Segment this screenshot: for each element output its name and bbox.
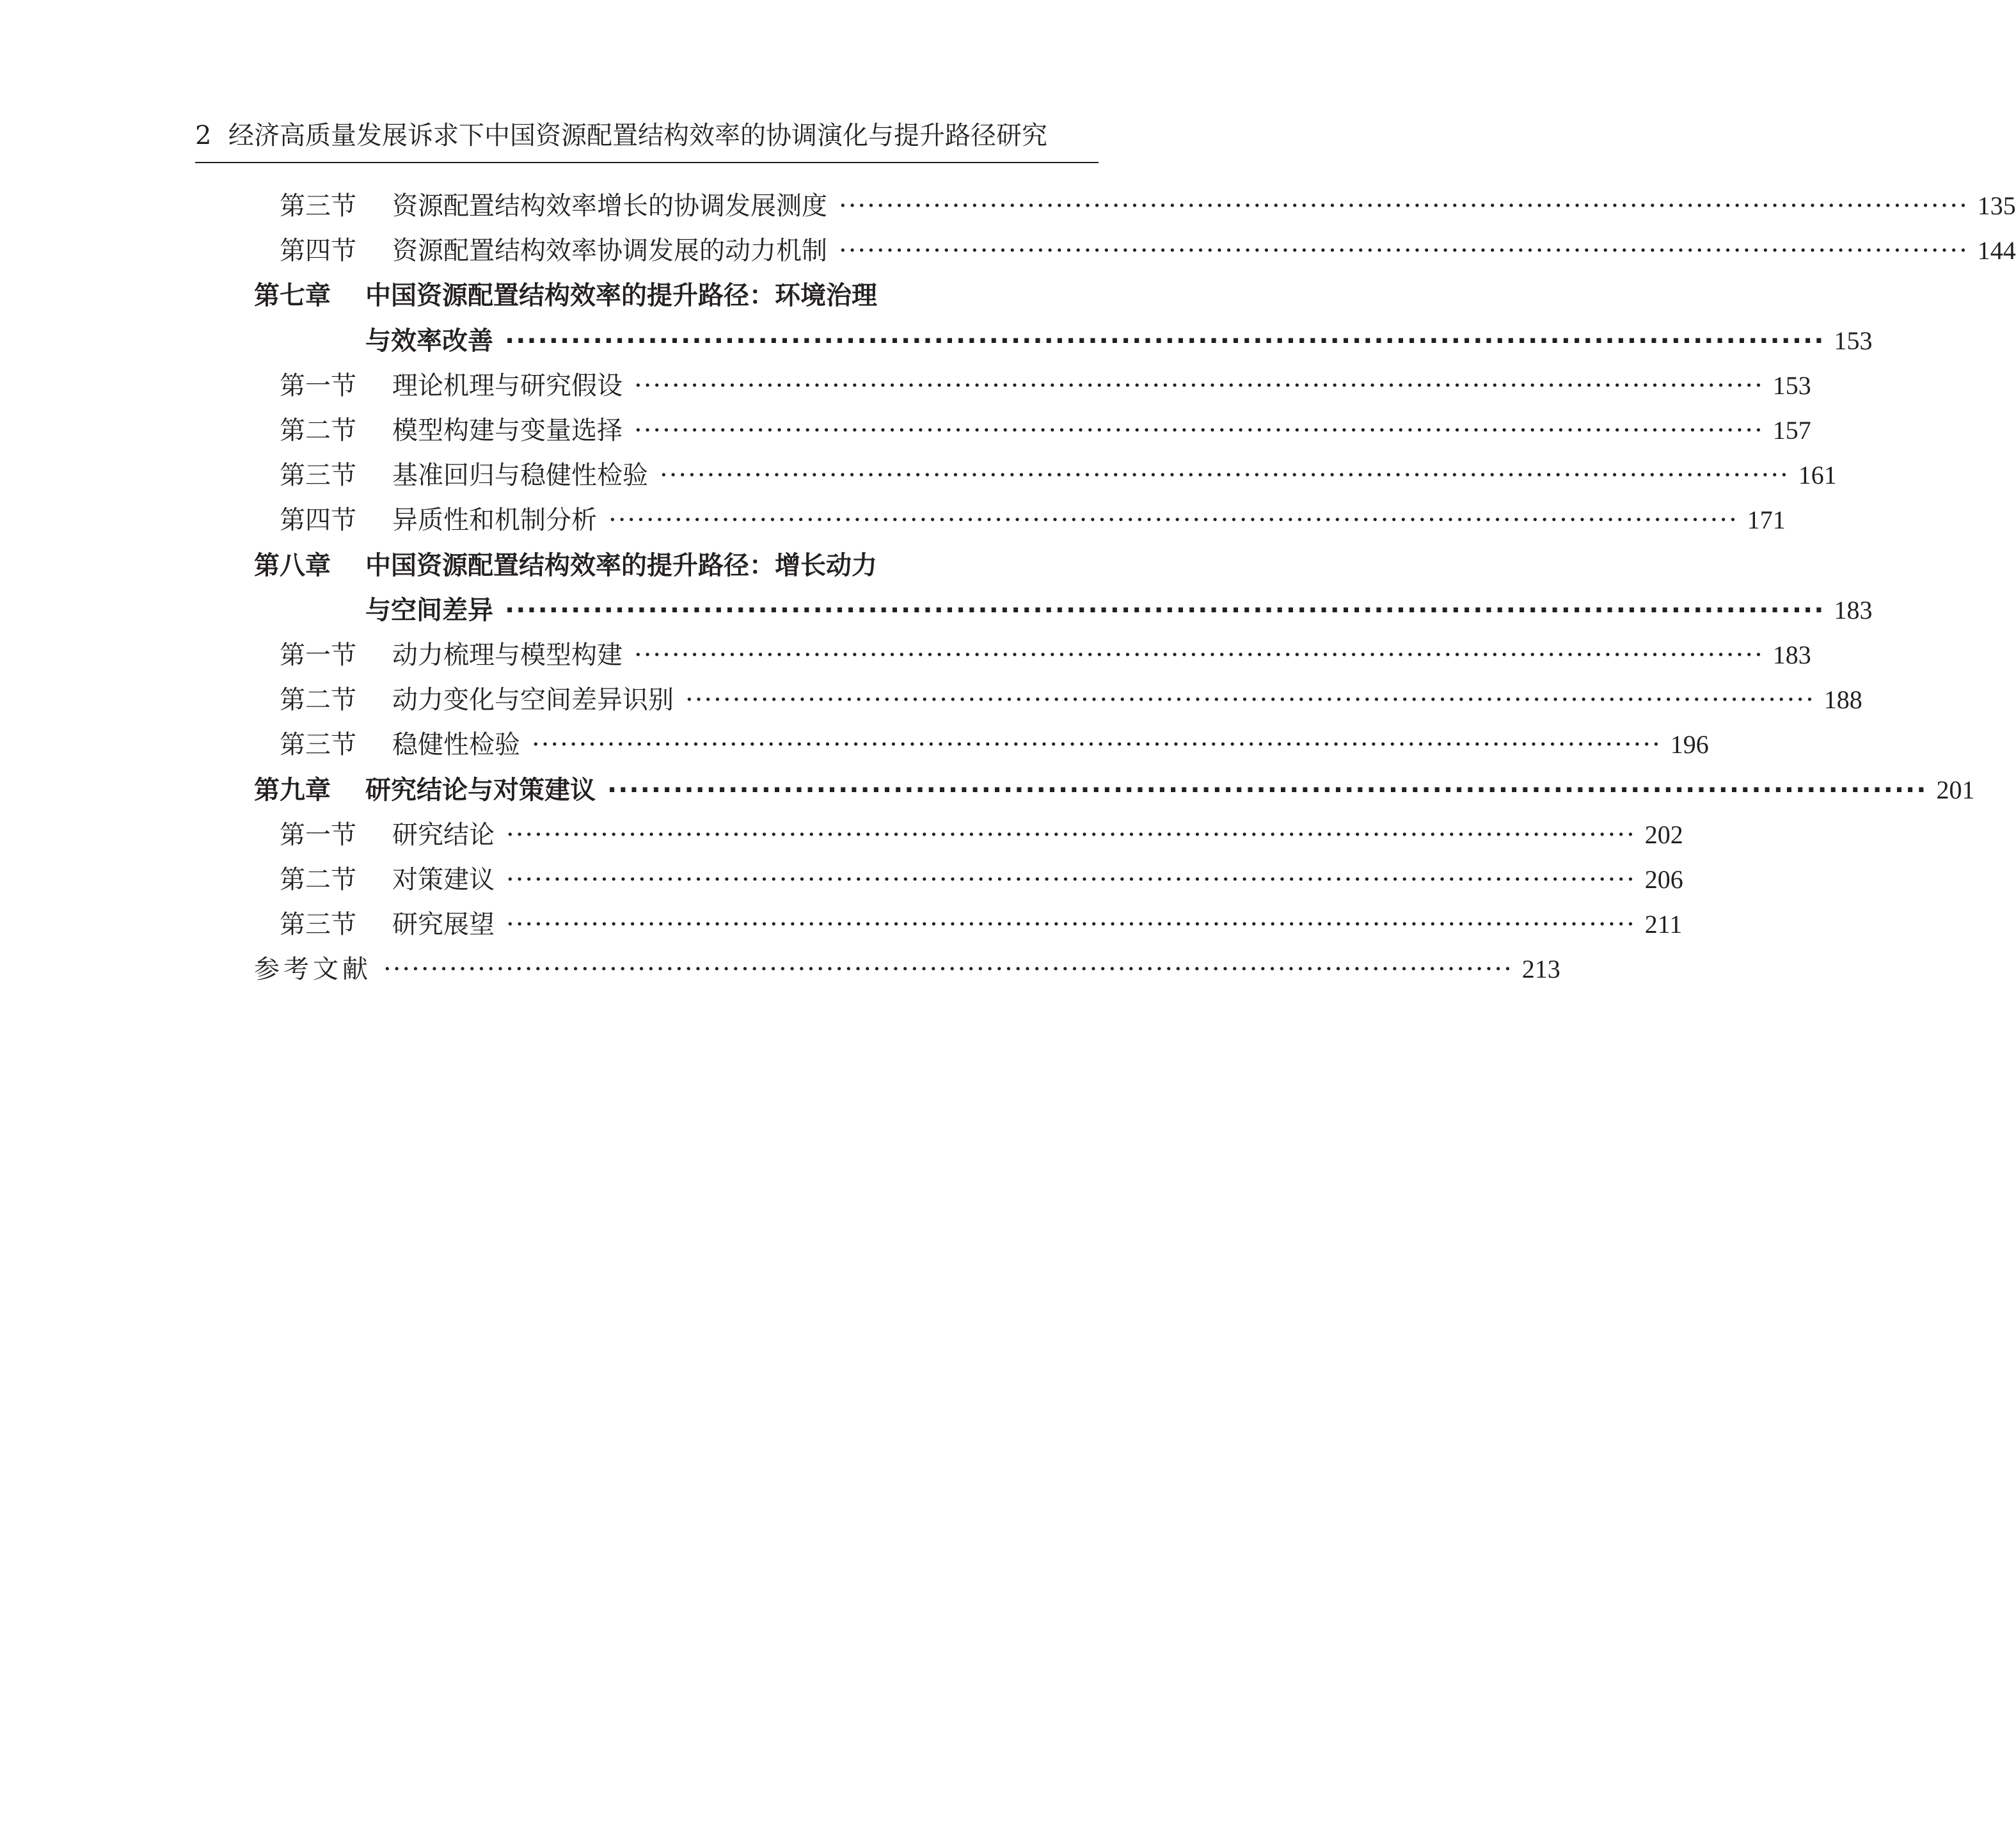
toc-section-label: 第一节	[280, 640, 356, 670]
toc-chapter-label: 第八章	[254, 550, 331, 580]
toc-section-label: 第一节	[280, 370, 356, 401]
toc-page-number: 188	[1823, 685, 1862, 715]
leader-dots: ························································································································	[532, 730, 1662, 760]
toc-section-title: 研究展望	[392, 910, 495, 940]
leader-dots: ························································································································	[634, 370, 1764, 401]
toc-chapter-title-cont: 与空间差异	[365, 595, 493, 625]
toc-chapter-title: 中国资源配置结构效率的提升路径：增长动力	[365, 550, 877, 580]
leader-dots: ························································································································	[634, 640, 1764, 670]
toc-entry[interactable]	[280, 368, 1811, 404]
toc-section-title: 资源配置结构效率协调发展的动力机制	[392, 236, 827, 266]
leader-dots: ························································································································	[839, 191, 1969, 221]
toc-entry[interactable]	[280, 907, 1683, 942]
toc-chapter-title: 研究结论与对策建议	[365, 775, 596, 805]
toc-section-title: 资源配置结构效率增长的协调发展测度	[392, 191, 827, 221]
toc-page-number: 183	[1772, 640, 1811, 669]
leader-dots: ························································································································	[506, 820, 1636, 850]
toc-chapter-title-cont: 与效率改善	[365, 326, 493, 356]
toc-entry[interactable]	[280, 637, 1811, 673]
leader-dots: ························································································································	[634, 416, 1764, 445]
toc-section-label: 第一节	[280, 820, 356, 850]
toc-entry[interactable]	[280, 457, 1837, 493]
toc-page-number: 201	[1936, 775, 1975, 804]
toc-page-number: 171	[1747, 505, 1786, 535]
toc-page-number: 211	[1644, 910, 1683, 939]
toc-section-label: 第三节	[280, 461, 356, 491]
toc-chapter-label: 第七章	[254, 281, 331, 311]
toc-entry[interactable]	[254, 548, 1099, 584]
running-header	[195, 119, 1099, 152]
toc-chapter-title: 中国资源配置结构效率的提升路径：环境治理	[365, 281, 877, 311]
toc-section-title: 模型构建与变量选择	[392, 416, 623, 445]
leader-dots: ························································································································	[608, 505, 1738, 536]
toc-section-label: 第三节	[280, 730, 356, 760]
toc-section-label: 第二节	[280, 865, 356, 894]
header-book-title: 经济高质量发展诉求下中国资源配置结构效率的协调演化与提升路径研究	[228, 121, 1047, 150]
toc-entry[interactable]	[280, 682, 1862, 718]
toc-page-number: 161	[1798, 461, 1837, 490]
leader-dots: ························································································································	[506, 910, 1636, 940]
toc-section-title: 异质性和机制分析	[392, 505, 597, 536]
toc-section-title: 基准回归与稳健性检验	[392, 461, 648, 491]
toc-entry[interactable]	[280, 817, 1683, 853]
header-rule	[195, 162, 1099, 163]
toc-page-number: 202	[1644, 820, 1683, 849]
toc-entry[interactable]	[280, 502, 1786, 538]
toc-page-number: 157	[1772, 416, 1811, 445]
toc-chapter-label: 第九章	[254, 775, 331, 805]
toc-entry[interactable]	[254, 278, 1099, 314]
toc-page-number: 183	[1834, 595, 1873, 624]
toc-section-title: 对策建议	[392, 865, 495, 894]
toc-section-title: 理论机理与研究假设	[392, 370, 623, 401]
toc-section-title: 稳健性检验	[392, 730, 520, 760]
leader-dots: ························································································································	[505, 595, 1825, 625]
leader-dots: ························································································································	[506, 865, 1636, 894]
toc-entry[interactable]	[254, 772, 1975, 808]
toc-entry[interactable]	[280, 862, 1683, 898]
toc-section-label: 第四节	[280, 236, 356, 266]
toc-plain-title: 参考文献	[254, 955, 372, 985]
toc-section-title: 动力变化与空间差异识别	[392, 685, 674, 715]
toc-page-number: 144	[1977, 236, 2016, 266]
leader-dots: ························································································································	[505, 326, 1825, 356]
toc-section-label: 第二节	[280, 416, 356, 445]
toc-section-label: 第二节	[280, 685, 356, 715]
toc-section-label: 第三节	[280, 191, 356, 221]
toc-section-title: 动力梳理与模型构建	[392, 640, 623, 670]
leader-dots: ························································································································	[383, 955, 1513, 985]
leader-dots: ························································································································	[685, 685, 1815, 715]
leader-dots: ························································································································	[660, 461, 1790, 491]
toc-entry[interactable]	[365, 592, 1873, 628]
toc-page-number: 213	[1521, 955, 1560, 984]
toc-page-number: 135	[1977, 191, 2016, 220]
header-page-number: 2	[195, 121, 212, 150]
leader-dots: ························································································································	[839, 236, 1969, 266]
toc-page-number: 153	[1772, 370, 1811, 400]
toc-page-number: 206	[1644, 865, 1683, 894]
toc-entry[interactable]	[280, 413, 1811, 449]
toc-section-label: 第四节	[280, 505, 356, 536]
toc-section-title: 研究结论	[392, 820, 495, 850]
toc-page-number: 196	[1670, 730, 1709, 759]
toc-entry[interactable]	[280, 233, 2016, 269]
leader-dots: ························································································································	[607, 775, 1928, 805]
toc-section-label: 第三节	[280, 910, 356, 940]
toc-entry[interactable]	[280, 188, 2016, 224]
toc-entry[interactable]	[365, 323, 1873, 359]
toc-entry[interactable]	[280, 727, 1709, 763]
toc-page-number: 153	[1834, 326, 1873, 355]
toc-entry[interactable]	[254, 951, 1560, 987]
